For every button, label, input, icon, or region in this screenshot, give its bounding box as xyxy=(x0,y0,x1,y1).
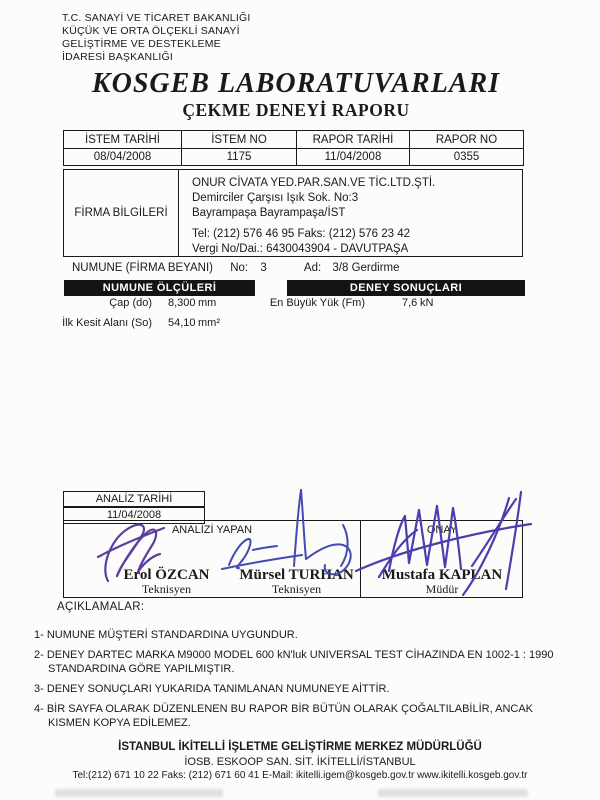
report-title: KOSGEB LABORATUVARLARI xyxy=(91,68,501,99)
col-header-rapor-no: RAPOR NO xyxy=(410,131,524,149)
sample-name-value: 3/8 Gerdirme xyxy=(332,262,400,274)
table-value-row xyxy=(64,149,524,166)
signatory-name: Mürsel TURHAN xyxy=(239,567,354,583)
notes-list xyxy=(34,628,575,736)
cell-rapor-tarihi: 11/04/2008 xyxy=(297,149,410,166)
agency-line: İDARESİ BAŞKANLIĞI xyxy=(62,51,173,63)
table-header-row xyxy=(64,131,524,149)
company-info-content xyxy=(192,176,435,257)
section-title: DENEY SONUÇLARI xyxy=(349,282,463,294)
footer-contact: Tel:(212) 671 10 22 Faks: (212) 671 60 41 E-Mail: ikitelli.igem@kosgeb.gov.tr www.ikitelli.kosgeb.gov.tr xyxy=(72,770,528,781)
request-info-table xyxy=(63,130,524,166)
measure-unit-diameter: mm xyxy=(198,297,217,309)
footer-directorate: İSTANBUL İKİTELLİ İŞLETME GELİŞTİRME MERKEZ MÜDÜRLÜĞÜ xyxy=(118,741,482,753)
signatory-title: Müdür xyxy=(425,582,459,596)
company-info-label: FİRMA BİLGİLERİ xyxy=(64,170,179,256)
agency-line: KÜÇÜK VE ORTA ÖLÇEKLİ SANAYİ xyxy=(62,25,240,37)
sample-declaration-line xyxy=(72,262,400,274)
cell-istem-no: 1175 xyxy=(182,149,297,166)
note-item-2: 2- DENEY DARTEC MARKA M9000 MODEL 600 kN'luk UNIVERSAL TEST CİHAZINDA EN 1002-1 : 1990 STANDARDINA GÖRE YAPILMIŞTIR. xyxy=(34,649,554,675)
agency-line: GELİŞTİRME VE DESTEKLEME xyxy=(62,38,221,50)
measure-unit-cross-section: mm² xyxy=(198,317,220,329)
analysis-date-value: 11/04/2008 xyxy=(106,509,162,521)
signatory-mursel-turhan xyxy=(214,567,379,596)
signature-box xyxy=(63,520,523,598)
signatory-name: Mustafa KAPLAN xyxy=(381,567,503,583)
cell-istem-tarihi: 08/04/2008 xyxy=(64,149,182,166)
agency-line: T.C. SANAYİ VE TİCARET BAKANLIĞI xyxy=(62,12,251,24)
approval-cell-label: ONAY xyxy=(426,524,458,536)
company-info-box xyxy=(63,169,523,257)
report-subtitle: ÇEKME DENEYİ RAPORU xyxy=(182,100,410,120)
note-item-3: 3- DENEY SONUÇLARI YUKARIDA TANIMLANAN NUMUNEYE AİTTİR. xyxy=(34,683,390,695)
company-tax-info: Vergi No/Dai.: 6430043904 - DAVUTPAŞA xyxy=(192,243,409,255)
signatory-mustafa-kaplan xyxy=(362,567,522,596)
notes-heading: AÇIKLAMALAR: xyxy=(57,601,145,613)
approval-signature-cell xyxy=(362,521,522,597)
cell-rapor-no: 0355 xyxy=(410,149,524,166)
measure-value-cross-section: 54,10 xyxy=(168,317,196,329)
sample-no-value: 3 xyxy=(260,262,267,274)
scan-artifact xyxy=(378,789,528,797)
company-address-line1: Demirciler Çarşısı Işık Sok. No:3 xyxy=(192,192,359,204)
section-bar-sample-dimensions xyxy=(64,280,255,296)
company-name: ONUR CİVATA YED.PAR.SAN.VE TİC.LTD.ŞTİ. xyxy=(192,177,436,189)
col-header-istem-no: İSTEM NO xyxy=(182,131,297,149)
result-unit-max-load: kN xyxy=(420,297,434,309)
col-header-rapor-tarihi: RAPOR TARİHİ xyxy=(297,131,410,149)
company-address-line2: Bayrampaşa Bayrampaşa/İST xyxy=(192,207,346,219)
analyst-cell-label: ANALİZİ YAPAN xyxy=(171,524,253,536)
analyst-signature-cell xyxy=(64,521,361,597)
signatory-title: Teknisyen xyxy=(271,582,322,596)
measure-label-cross-section: İlk Kesit Alanı (So) xyxy=(62,317,152,329)
sample-label: NUMUNE (FİRMA BEYANI) xyxy=(72,262,213,274)
company-phone: Tel: (212) 576 46 95 Faks: (212) 576 23 42 xyxy=(192,228,411,240)
agency-block xyxy=(62,12,250,64)
signatory-name: Erol ÖZCAN xyxy=(123,567,210,583)
measure-label-diameter: Çap (do) xyxy=(109,297,152,309)
signatory-title: Teknisyen xyxy=(141,582,192,596)
result-value-max-load: 7,6 xyxy=(402,297,418,309)
sample-name-label: Ad: xyxy=(303,262,322,274)
section-title: NUMUNE ÖLÇÜLERİ xyxy=(102,282,217,294)
result-label-max-load: En Büyük Yük (Fm) xyxy=(269,297,365,309)
measure-value-diameter: 8,300 xyxy=(168,297,196,309)
note-item-4: 4- BİR SAYFA OLARAK DÜZENLENEN BU RAPOR BİR BÜTÜN OLARAK ÇOĞALTILABİLİR, ANCAK KISMEN KOPYA EDİLEMEZ. xyxy=(34,703,534,729)
analysis-date-label: ANALİZ TARİHİ xyxy=(64,492,204,508)
scan-artifact xyxy=(55,789,223,797)
note-item-1: 1- NUMUNE MÜŞTERİ STANDARDINA UYGUNDUR. xyxy=(34,629,298,641)
sample-no-label: No: xyxy=(230,262,249,274)
footer-address: İOSB. ESKOOP SAN. SİT. İKİTELLİ/İSTANBUL xyxy=(184,756,416,768)
section-bar-test-results xyxy=(287,280,525,296)
col-header-istem-tarihi: İSTEM TARİHİ xyxy=(64,131,182,149)
